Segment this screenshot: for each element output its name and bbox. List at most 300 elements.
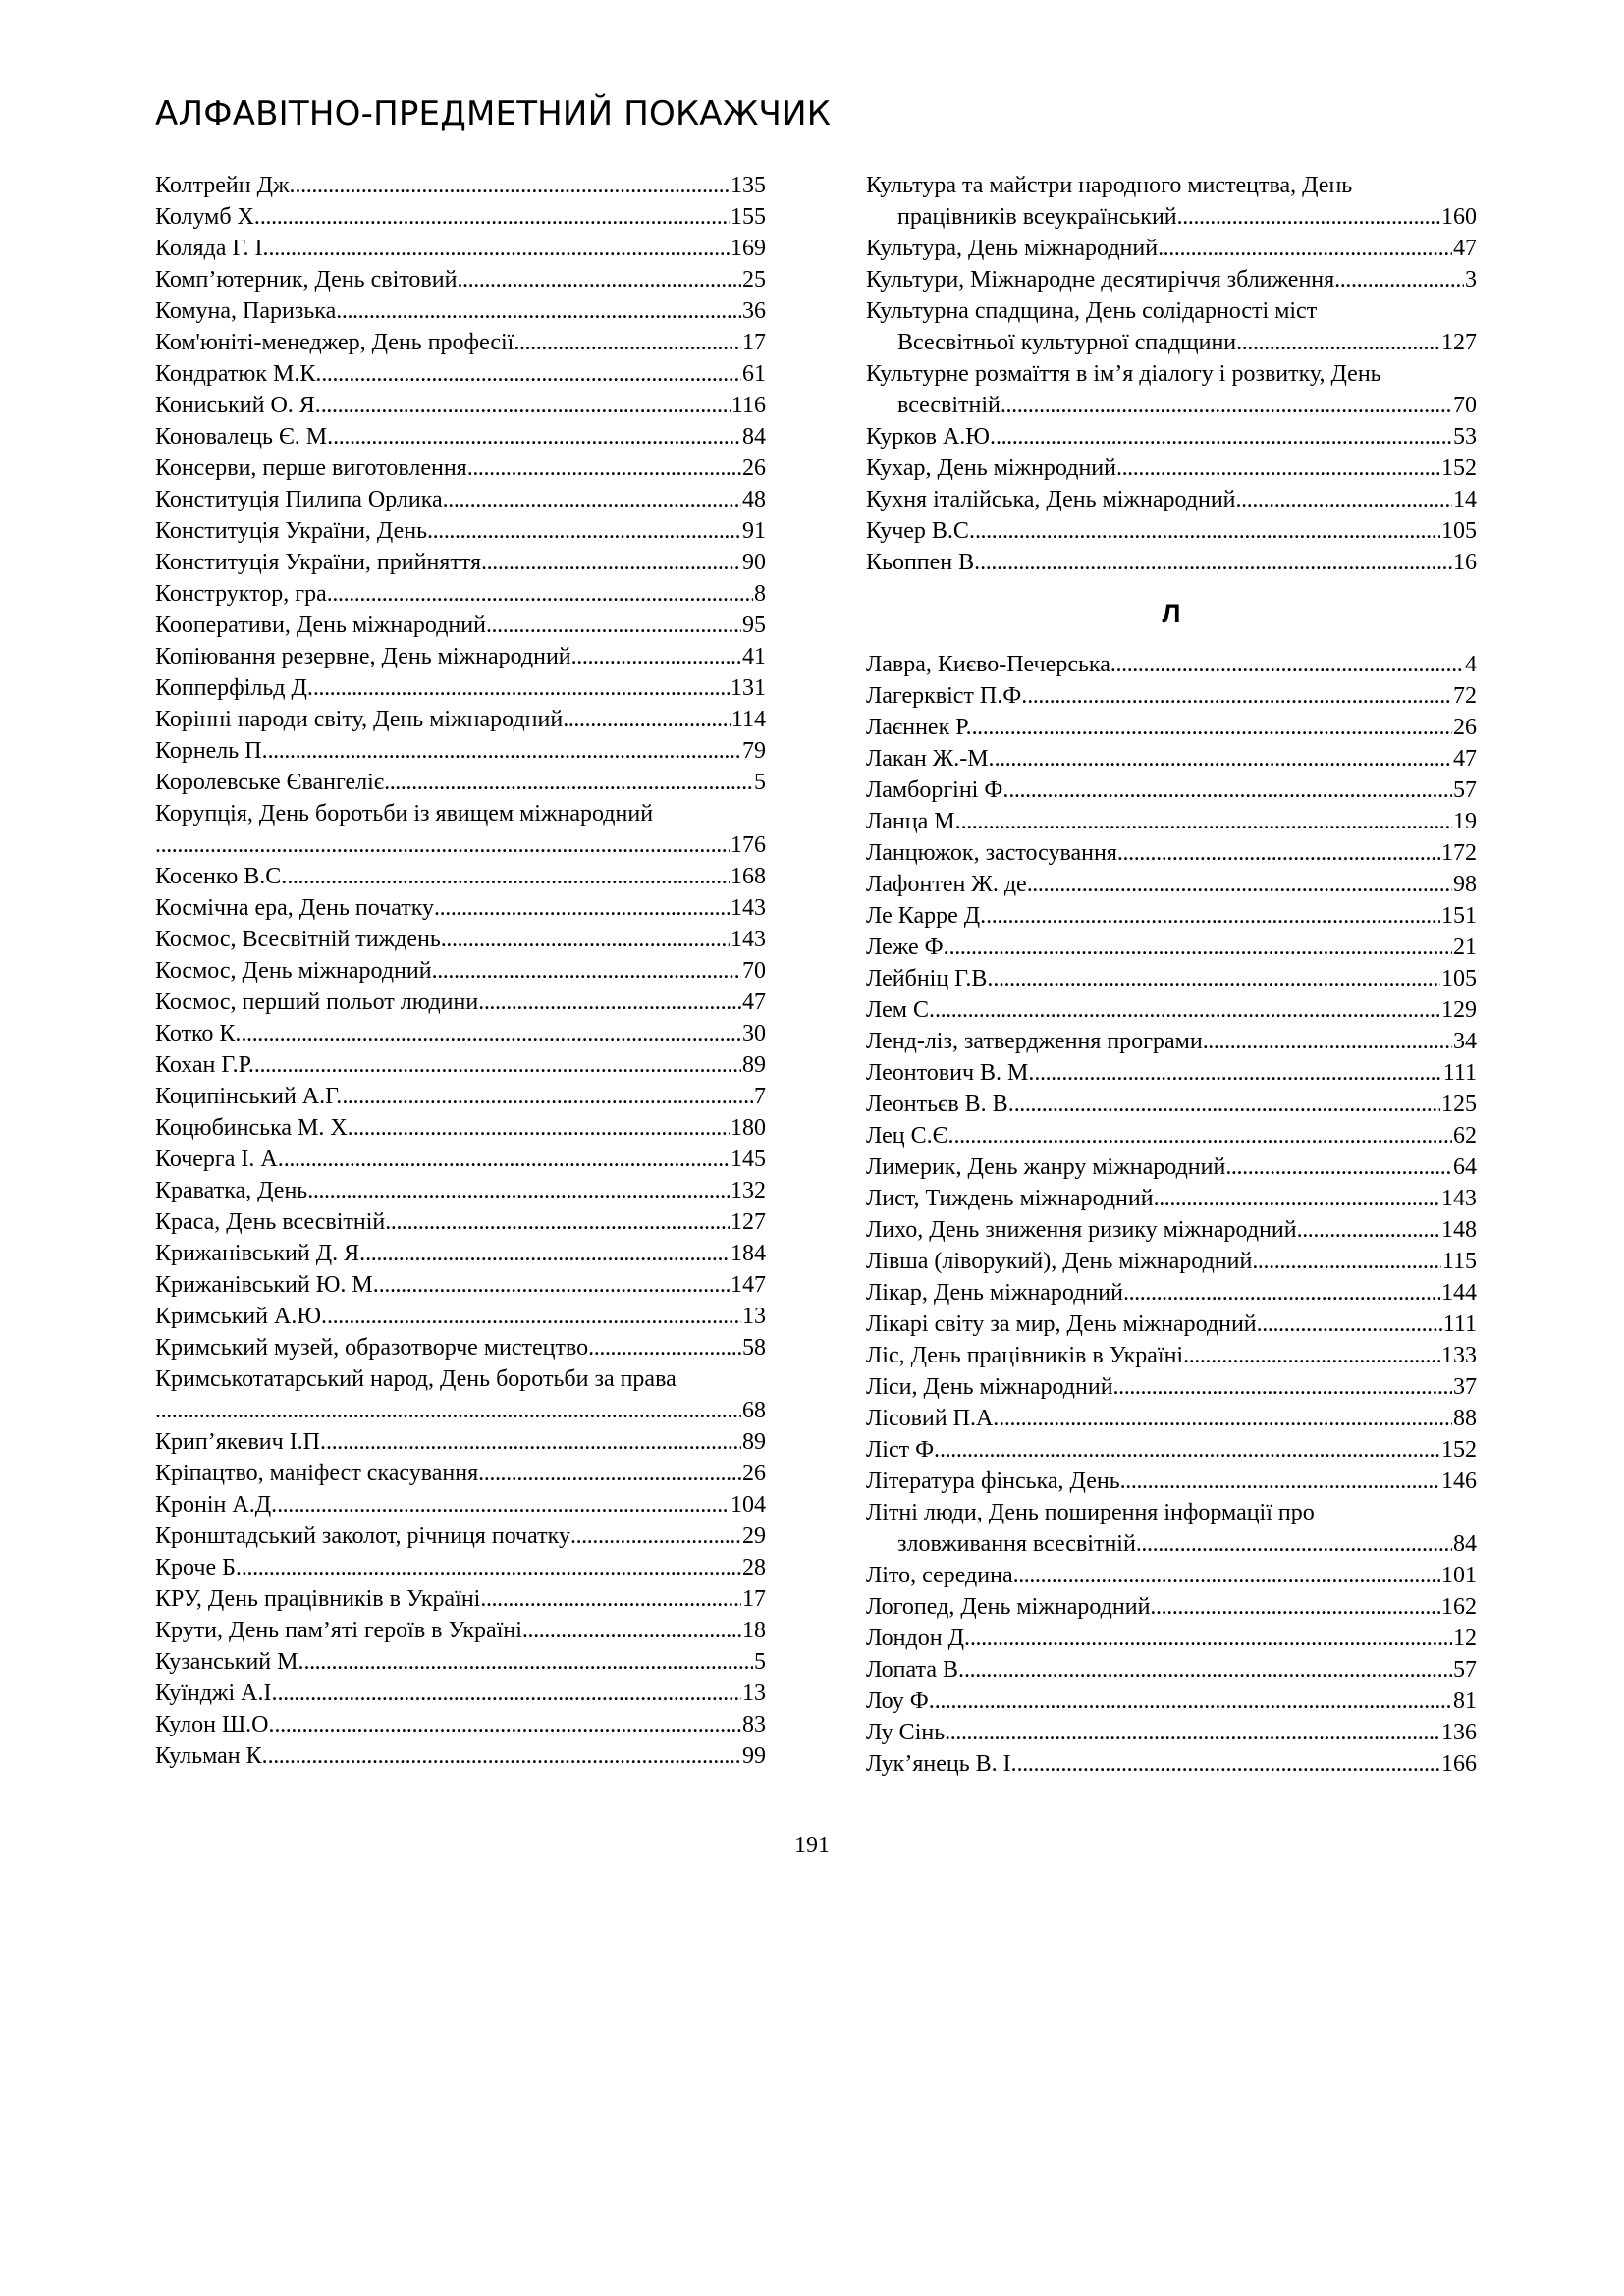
index-entry-line <box>155 1238 766 1269</box>
dot-leader <box>1027 869 1452 900</box>
index-entry-line <box>155 924 766 955</box>
index-entry-term: Кучер В.С. <box>866 518 975 544</box>
index-entry-page: 184 <box>731 1241 766 1266</box>
index-entry-line <box>866 680 1477 712</box>
index-entry-line <box>866 1371 1477 1403</box>
dot-leader <box>427 515 741 547</box>
index-entry <box>155 170 766 201</box>
index-entry-term: Крижанівський Ю. М. <box>155 1272 379 1298</box>
index-entry <box>866 233 1477 264</box>
dot-leader <box>1154 1183 1440 1214</box>
index-entry <box>866 1591 1477 1623</box>
index-entry-term: Лондон Д. <box>866 1626 970 1651</box>
index-entry-term: Літо, середина <box>866 1563 1013 1588</box>
index-entry-page: 18 <box>742 1618 766 1643</box>
index-entry <box>155 1552 766 1583</box>
index-entry-continuation <box>866 1528 1477 1560</box>
index-entry-line <box>155 1332 766 1363</box>
page-number: 191 <box>794 1833 830 1858</box>
dot-leader <box>945 1717 1440 1748</box>
dot-leader <box>384 767 753 798</box>
index-entry-page: 143 <box>1441 1186 1477 1211</box>
index-entry <box>155 1238 766 1269</box>
index-entry-line <box>866 994 1477 1026</box>
index-entry-term: Ліси, День міжнародний <box>866 1374 1113 1400</box>
index-entry-page: 79 <box>742 738 766 764</box>
index-entry-page: 89 <box>742 1052 766 1078</box>
index-entry-page: 180 <box>731 1115 766 1141</box>
dot-leader <box>999 1403 1452 1434</box>
index-entry-term: Культура, День міжнародний <box>866 236 1159 261</box>
index-entry-page: 144 <box>1441 1280 1477 1306</box>
dot-leader <box>287 861 730 892</box>
index-entry-term: Колумб Х. <box>155 204 260 230</box>
index-entry <box>866 649 1477 680</box>
index-entry <box>866 1717 1477 1748</box>
index-entry-line <box>866 421 1477 453</box>
index-entry-page: 91 <box>742 518 766 544</box>
index-entry-line <box>155 1081 766 1112</box>
dot-leader <box>570 1521 741 1552</box>
index-column-right <box>866 170 1477 1780</box>
index-entry-line <box>155 1206 766 1238</box>
index-entry-term: Лівша (ліворукий), День міжнародний <box>866 1249 1253 1274</box>
index-entry-continuation <box>155 1395 766 1426</box>
index-entry <box>155 390 766 421</box>
dot-leader <box>385 1206 730 1238</box>
dot-leader <box>268 1740 741 1772</box>
index-entry-line <box>155 704 766 735</box>
index-entry <box>155 453 766 484</box>
index-entry-line <box>155 735 766 767</box>
dot-leader <box>268 735 741 767</box>
index-entry-line <box>866 1151 1477 1183</box>
index-entry <box>155 987 766 1018</box>
index-entry-line <box>155 1175 766 1206</box>
index-entry-term: Косенко В.С. <box>155 864 288 889</box>
index-entry <box>866 484 1477 515</box>
index-entry-continuation <box>866 390 1477 421</box>
index-entry-term: Лихо, День зниження ризику міжнародний <box>866 1217 1297 1243</box>
index-entry <box>155 1175 766 1206</box>
index-entry-line <box>866 1089 1477 1120</box>
index-entry-page: 111 <box>1442 1060 1477 1086</box>
index-entry-term: Лу Сінь <box>866 1720 946 1745</box>
index-entry-line <box>866 1340 1477 1371</box>
dot-leader <box>313 672 730 704</box>
index-entry-line <box>866 233 1477 264</box>
index-entry-page: 3 <box>1465 267 1477 293</box>
dot-leader <box>321 358 741 390</box>
index-entry-page: 162 <box>1441 1594 1477 1620</box>
dot-leader <box>1183 1340 1440 1371</box>
index-entry-line <box>866 1403 1477 1434</box>
index-entry-term: Колтрейн Дж. <box>155 173 296 198</box>
index-entry <box>866 1654 1477 1685</box>
index-entry-line <box>155 484 766 515</box>
index-entry-page: 89 <box>742 1429 766 1455</box>
index-entry-page: 168 <box>731 864 766 889</box>
index-entry-page: 111 <box>1442 1311 1477 1337</box>
index-entry-line <box>155 421 766 453</box>
index-entry-line <box>866 1120 1477 1151</box>
index-entry-page: 101 <box>1441 1563 1477 1588</box>
index-entry-line <box>866 1717 1477 1748</box>
index-entry-term: Космос, День міжнародний <box>155 958 432 984</box>
index-entry <box>155 924 766 955</box>
index-entry <box>155 1301 766 1332</box>
index-entry <box>155 1081 766 1112</box>
dot-leader <box>1136 1528 1452 1560</box>
index-entry-page: 172 <box>1441 840 1477 866</box>
index-entry-term: Лоу Ф. <box>866 1688 935 1714</box>
index-entry-page: 16 <box>1453 550 1477 575</box>
index-entry-term: Корінні народи світу, День міжнародний <box>155 707 564 732</box>
index-entry <box>866 774 1477 806</box>
index-entry-page: 70 <box>742 958 766 984</box>
index-entry-page: 72 <box>1453 683 1477 709</box>
index-entry-page: 104 <box>731 1492 766 1518</box>
index-entry <box>155 610 766 641</box>
index-entry-term: Лопата В. <box>866 1657 964 1682</box>
page-title: АЛФАВІТНО-ПРЕДМЕТНИЙ ПОКАЖЧИК <box>155 94 832 133</box>
index-entry <box>155 1678 766 1709</box>
index-entry-term: Лісовий П.А. <box>866 1406 1000 1431</box>
index-entry <box>155 1709 766 1740</box>
index-entry-page: 25 <box>742 267 766 293</box>
dot-leader <box>975 515 1440 547</box>
dot-leader <box>1158 233 1452 264</box>
dot-leader <box>1177 201 1440 233</box>
dot-leader <box>1014 1089 1440 1120</box>
index-entry <box>866 358 1477 421</box>
dot-leader <box>353 1112 730 1144</box>
index-entry <box>155 735 766 767</box>
dot-leader <box>1008 774 1452 806</box>
dot-leader <box>1120 1466 1440 1497</box>
index-entry <box>866 1089 1477 1120</box>
index-entry-line <box>155 1018 766 1049</box>
index-entry <box>866 1026 1477 1057</box>
index-entry-page: 53 <box>1453 424 1477 450</box>
index-entry-line <box>866 1591 1477 1623</box>
index-entry <box>155 861 766 892</box>
index-entry <box>866 515 1477 547</box>
index-entry-line <box>866 837 1477 869</box>
index-entry-term: Кочерга І. А. <box>155 1147 284 1172</box>
index-entry-term: Лагерквіст П.Ф. <box>866 683 1028 709</box>
index-entry-page: 5 <box>754 770 766 795</box>
index-entry-line <box>866 806 1477 837</box>
index-entry-line <box>155 892 766 924</box>
index-entry <box>866 1434 1477 1466</box>
index-entry-page: 81 <box>1453 1688 1477 1714</box>
index-entry-page: 26 <box>742 455 766 481</box>
index-entry <box>866 1371 1477 1403</box>
index-entry-line <box>155 1458 766 1489</box>
index-entry-page: 57 <box>1453 777 1477 803</box>
index-entry-term: Кухар, День міжнродний <box>866 455 1116 481</box>
dot-leader <box>296 170 730 201</box>
index-entry-page: 4 <box>1465 652 1477 677</box>
index-entry-page: 99 <box>742 1743 766 1769</box>
index-entry-page: 146 <box>1441 1468 1477 1494</box>
index-entry-page: 61 <box>742 361 766 387</box>
dot-leader <box>1110 649 1464 680</box>
index-entry-line <box>866 264 1477 295</box>
index-entry-line <box>155 295 766 327</box>
dot-leader <box>522 1615 741 1646</box>
index-entry-page: 28 <box>742 1555 766 1580</box>
index-entry-page: 37 <box>1453 1374 1477 1400</box>
index-entry-term: Консерви, перше виготовлення <box>155 455 467 481</box>
dot-leader <box>269 233 730 264</box>
index-entry-line <box>155 1049 766 1081</box>
index-entry-term: Крип’якевич І.П. <box>155 1429 327 1455</box>
index-entry-term: Кримський А.Ю. <box>155 1304 327 1329</box>
index-entry-term: Лейбніц Г.В. <box>866 966 994 991</box>
dot-leader <box>1236 484 1452 515</box>
index-entry-page: 127 <box>731 1209 766 1235</box>
index-section-l <box>866 649 1477 1780</box>
index-entry-page: 21 <box>1453 934 1477 960</box>
index-entry <box>866 421 1477 453</box>
index-entry-term: Конструктор, гра <box>155 581 327 607</box>
index-entry-line <box>155 233 766 264</box>
index-entry-term: Кримський музей, образотворче мистецтво <box>155 1335 589 1361</box>
dot-leader <box>935 994 1440 1026</box>
dot-leader <box>434 892 730 924</box>
dot-leader <box>480 1583 741 1615</box>
dot-leader <box>303 1646 753 1678</box>
index-entry-term: Кониський О. Я. <box>155 393 321 418</box>
index-entry-page: 116 <box>731 393 766 418</box>
index-entry-page: 8 <box>754 581 766 607</box>
dot-leader <box>481 547 741 578</box>
dot-leader <box>327 578 753 610</box>
index-column-left <box>155 170 766 1772</box>
index-entry <box>155 578 766 610</box>
index-entry <box>155 798 766 861</box>
index-entry-term: Конституція України, День <box>155 518 428 544</box>
dot-leader <box>588 1332 741 1363</box>
index-entry-term: Копперфільд Д. <box>155 675 313 701</box>
index-entry-term: Копіювання резервне, День міжнародний <box>155 644 571 669</box>
index-entry-term: Куїнджі А.І. <box>155 1681 278 1706</box>
index-entry <box>155 1458 766 1489</box>
index-entry <box>866 1340 1477 1371</box>
index-entry-page: 160 <box>1441 204 1477 230</box>
index-entry-term: Ланцюжок, застосування <box>866 840 1117 866</box>
index-entry-term: Коляда Г. І. <box>155 236 269 261</box>
index-entry-line <box>866 1183 1477 1214</box>
dot-leader <box>342 1081 753 1112</box>
index-entry <box>866 1246 1477 1277</box>
dot-leader <box>241 1018 741 1049</box>
index-entry-page: 13 <box>742 1304 766 1329</box>
index-entry <box>155 1489 766 1521</box>
dot-leader <box>327 1301 741 1332</box>
index-entry-line <box>155 201 766 233</box>
index-entry <box>866 1308 1477 1340</box>
index-entry-line <box>155 170 766 201</box>
index-entry-term: КРУ, День працівників в Україні <box>155 1586 481 1612</box>
index-entry-term: Кухня італійська, День міжнародний <box>866 487 1236 512</box>
index-entry <box>866 743 1477 774</box>
index-entry-term: Лавра, Києво-Печерська <box>866 652 1110 677</box>
index-entry-page: 26 <box>1453 715 1477 740</box>
index-entry-term-continued: всесвітній <box>897 393 1001 418</box>
index-entry-page: 147 <box>731 1272 766 1298</box>
index-entry-line <box>866 1748 1477 1780</box>
index-entry-term: Коципінський А.Г. <box>155 1084 343 1109</box>
dot-leader <box>935 1685 1452 1717</box>
index-entry <box>155 1018 766 1049</box>
dot-leader <box>443 484 741 515</box>
dot-leader <box>571 641 741 672</box>
index-entry <box>155 264 766 295</box>
index-entry-line <box>155 672 766 704</box>
index-entry <box>155 1144 766 1175</box>
index-entry-line <box>155 1144 766 1175</box>
index-entry <box>155 892 766 924</box>
index-entry <box>155 1269 766 1301</box>
index-entry-page: 143 <box>731 927 766 952</box>
index-entry-line <box>866 1685 1477 1717</box>
dot-leader <box>953 1120 1452 1151</box>
index-entry <box>866 1277 1477 1308</box>
index-entry-term: Кондратюк М.К. <box>155 361 322 387</box>
index-entry <box>155 327 766 358</box>
index-entry-page: 131 <box>731 675 766 701</box>
dot-leader <box>457 264 741 295</box>
index-entry-term: Кронін А.Д. <box>155 1492 278 1518</box>
index-entry <box>866 900 1477 932</box>
dot-leader <box>970 1623 1452 1654</box>
index-entry-page: 115 <box>1441 1249 1477 1274</box>
index-entry-continuation <box>155 829 766 861</box>
dot-leader <box>1027 680 1452 712</box>
index-entry <box>866 1151 1477 1183</box>
index-entry-term: Лікарі світу за мир, День міжнародний <box>866 1311 1257 1337</box>
index-entry <box>866 837 1477 869</box>
index-entry-term: Курков А.Ю. <box>866 424 996 450</box>
index-entry-term: Крути, День пам’яті героїв в Україні <box>155 1618 522 1643</box>
index-entry-page: 36 <box>742 298 766 324</box>
index-entry <box>155 1583 766 1615</box>
dot-leader <box>1017 1748 1440 1780</box>
dot-leader <box>972 712 1452 743</box>
index-entry-page: 114 <box>731 707 766 732</box>
index-entry-term-continued: Всесвітньої культурної спадщини <box>897 330 1237 355</box>
index-entry-page: 84 <box>1453 1531 1477 1557</box>
index-entry-page: 148 <box>1441 1217 1477 1243</box>
index-entry-page: 95 <box>742 613 766 638</box>
index-entry-page: 83 <box>742 1712 766 1737</box>
index-entry-term: Космос, Всесвітній тиждень <box>155 927 441 952</box>
index-entry-term: Леонтович В. М. <box>866 1060 1035 1086</box>
index-entry-line <box>866 774 1477 806</box>
index-entry-term: Комуна, Паризька <box>155 298 337 324</box>
dot-leader <box>155 1395 741 1426</box>
index-entry-page: 176 <box>731 832 766 858</box>
index-entry <box>155 1521 766 1552</box>
index-entry-page: 57 <box>1453 1657 1477 1682</box>
index-entry-line <box>866 932 1477 963</box>
index-entry-page: 105 <box>1441 966 1477 991</box>
dot-leader <box>563 704 731 735</box>
index-entry-term: Ком'юніті-менеджер, День професії <box>155 330 514 355</box>
index-entry-page: 105 <box>1441 518 1477 544</box>
dot-leader <box>1117 837 1440 869</box>
index-entry <box>155 484 766 515</box>
index-entry-term: Література фінська, День <box>866 1468 1120 1494</box>
dot-leader <box>1236 327 1440 358</box>
dot-leader <box>467 453 741 484</box>
index-entry-term: Кохан Г.Р. <box>155 1052 254 1078</box>
index-entry-term-continued: зловживання всесвітній <box>897 1531 1136 1557</box>
dot-leader <box>1123 1277 1440 1308</box>
dot-leader <box>277 1489 730 1521</box>
index-entry-term: Котко К. <box>155 1021 242 1046</box>
index-entry-page: 58 <box>742 1335 766 1361</box>
index-entry <box>155 1206 766 1238</box>
index-entry-line <box>155 578 766 610</box>
index-entry-term: Лакан Ж.-М. <box>866 746 995 772</box>
index-entry-line <box>155 1112 766 1144</box>
index-entry-line <box>155 1301 766 1332</box>
index-entry-term: Кооперативи, День міжнародний <box>155 613 486 638</box>
index-entry-page: 29 <box>742 1523 766 1549</box>
index-entry <box>866 1560 1477 1591</box>
index-entry-line <box>155 1552 766 1583</box>
index-section-k <box>866 170 1477 578</box>
index-entry <box>866 1748 1477 1780</box>
index-entry-term: Культури, Міжнародне десятиріччя зближення <box>866 267 1335 293</box>
dot-leader <box>1297 1214 1440 1246</box>
index-entry-line <box>866 547 1477 578</box>
index-entry-term: Ліс, День працівників в Україні <box>866 1343 1184 1368</box>
index-entry-page: 152 <box>1441 1437 1477 1463</box>
index-entry <box>155 672 766 704</box>
index-entry-line <box>155 861 766 892</box>
dot-leader <box>242 1552 741 1583</box>
index-entry <box>155 1426 766 1458</box>
index-entry-continuation <box>866 201 1477 233</box>
dot-leader <box>486 610 741 641</box>
index-entry-line <box>155 547 766 578</box>
index-entry-page: 17 <box>742 330 766 355</box>
index-entry-term: Логопед, День міжнародний <box>866 1594 1151 1620</box>
index-entry <box>155 767 766 798</box>
index-entry-page: 169 <box>731 236 766 261</box>
index-entry <box>155 421 766 453</box>
index-entry-line <box>866 1654 1477 1685</box>
index-entry-line <box>155 264 766 295</box>
index-entry-term-continued: працівників всеукраїнський <box>897 204 1177 230</box>
dot-leader <box>260 201 730 233</box>
index-entry-line <box>866 1277 1477 1308</box>
index-entry-line <box>866 1623 1477 1654</box>
index-entry-line <box>866 712 1477 743</box>
index-entry-line <box>866 1308 1477 1340</box>
index-entry-line <box>866 1246 1477 1277</box>
index-entry <box>866 264 1477 295</box>
index-entry <box>155 547 766 578</box>
dot-leader <box>514 327 741 358</box>
dot-leader <box>336 295 741 327</box>
index-entry-line <box>866 515 1477 547</box>
